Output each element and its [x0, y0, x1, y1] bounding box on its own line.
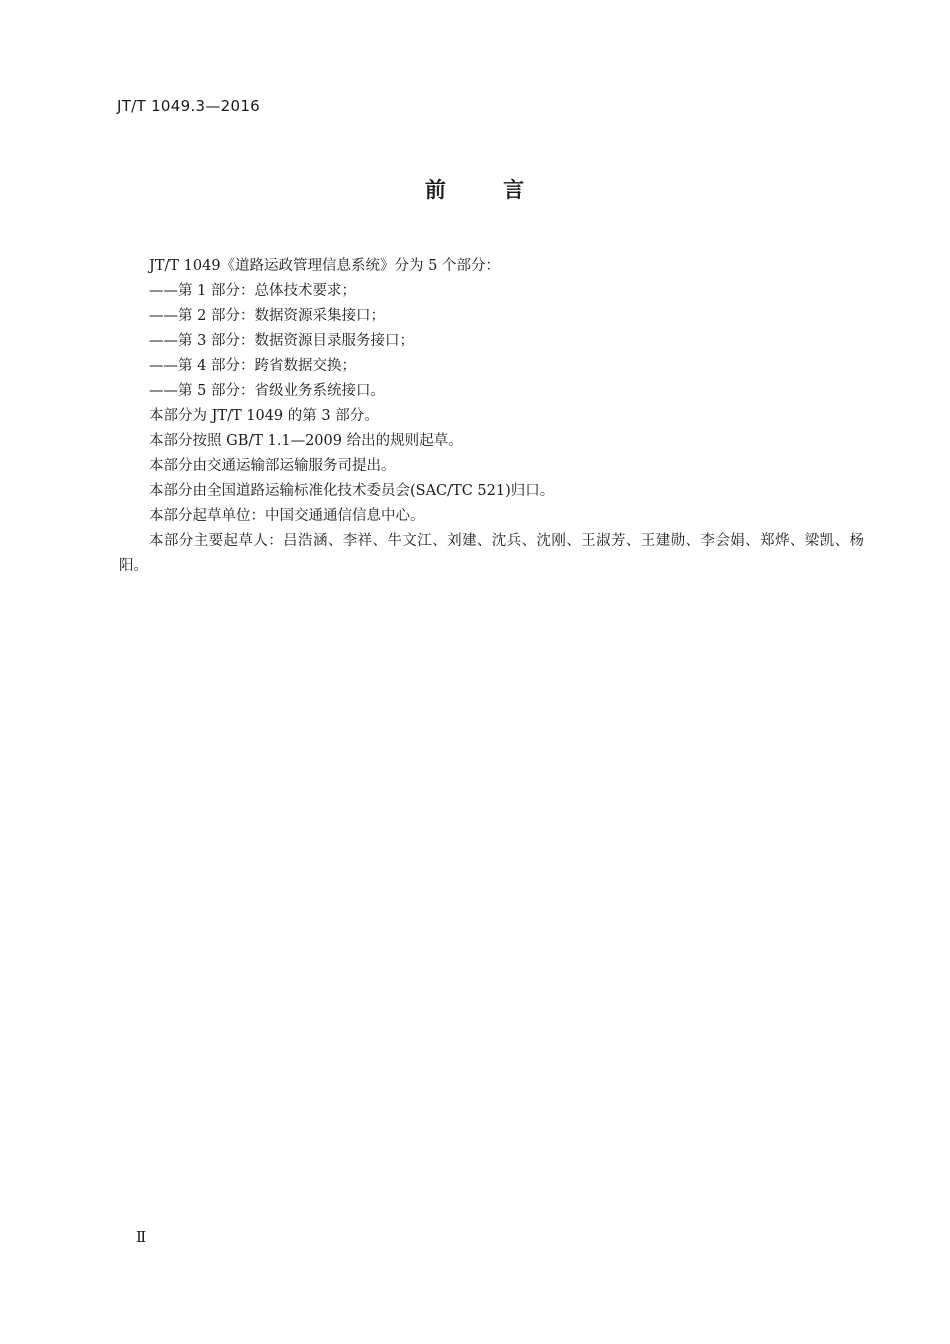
page-title: 前 言 [424, 178, 526, 202]
list-item-part-4: ——第 4 部分：跨省数据交换； [149, 358, 356, 374]
list-item-part-3: ——第 3 部分：数据资源目录服务接口； [149, 333, 414, 349]
list-item-part-5: ——第 5 部分：省级业务系统接口。 [149, 383, 385, 399]
paragraph-drafting-unit: 本部分起草单位：中国交通通信信息中心。 [149, 508, 425, 524]
paragraph-intro: JT/T 1049《道路运政管理信息系统》分为 5 个部分： [149, 258, 500, 274]
page-number: Ⅱ [136, 1228, 147, 1246]
foreword-body [119, 254, 864, 579]
paragraph-proposer: 本部分由交通运输部运输服务司提出。 [149, 458, 396, 474]
paragraph-part-statement: 本部分为 JT/T 1049 的第 3 部分。 [149, 408, 379, 424]
list-item-part-2: ——第 2 部分：数据资源采集接口； [149, 308, 385, 324]
paragraph-drafting-rules: 本部分按照 GB/T 1.1—2009 给出的规则起草。 [149, 433, 463, 449]
paragraph-committee: 本部分由全国道路运输标准化技术委员会(SAC/TC 521)归口。 [149, 483, 555, 499]
document-id: JT/T 1049.3—2016 [117, 97, 261, 115]
list-item-part-1: ——第 1 部分：总体技术要求； [149, 283, 356, 299]
paragraph-drafters: 本部分主要起草人：吕浩涵、李祥、牛文江、刘建、沈兵、沈刚、王淑芳、王建勋、李会娟、郑烨、梁凯、杨阳。 [119, 533, 864, 574]
